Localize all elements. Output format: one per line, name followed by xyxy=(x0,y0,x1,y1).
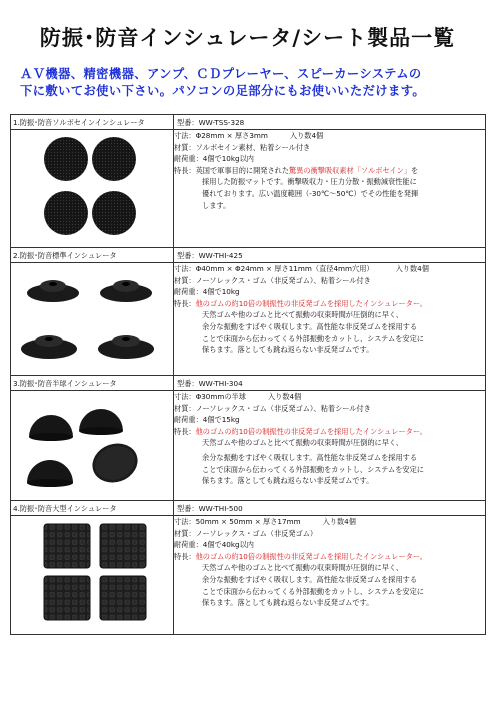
insulator-shape xyxy=(21,335,77,359)
sorbothane-pads-image xyxy=(11,130,169,247)
spec-feature-line: 余分な振動をすばやく吸収します。高性能な非反発ゴムを採用する xyxy=(202,452,418,462)
product-specs xyxy=(174,516,486,635)
product-body-row xyxy=(11,130,486,248)
product-model: 型番：WW-THI-304 xyxy=(174,376,486,391)
rubber-block-shape xyxy=(44,576,90,620)
spec-feature-line: 余分な振動をすばやく吸収します。高性能な非反発ゴムを採用する xyxy=(202,574,418,584)
insulator-shape xyxy=(27,280,79,302)
spec-feature-suffix: を xyxy=(411,165,419,175)
product-model: 型番：WW-THI-500 xyxy=(174,501,486,516)
spec-feature-line: 優れております。広い温度範囲（-30℃～50℃）でその性能を発揮 xyxy=(202,188,419,198)
product-header-row xyxy=(11,115,486,130)
product-header-row xyxy=(11,376,486,391)
page-title: 防振･防音インシュレータ/シート製品一覧 xyxy=(39,26,456,50)
pad-shape xyxy=(92,137,136,181)
spec-feature-line: ことで床面から伝わってくる外部振動をカットし、システムを安定に xyxy=(202,464,424,474)
subtitle-line-2: 下に敷いてお使い下さい。パソコンの足部分にもお使いいただけます。 xyxy=(20,84,426,98)
spec-qty: 入り数4個 xyxy=(289,131,324,140)
spec-load: 耐荷重：4個で40kg以内 xyxy=(174,540,254,550)
spec-qty: 入り数4個 xyxy=(267,392,302,401)
page-subtitle xyxy=(20,66,480,100)
product-specs xyxy=(174,391,486,501)
spec-feature-line: 天然ゴムや他のゴムと比べて振動の収束時間が圧倒的に早く、 xyxy=(202,563,404,573)
spec-qty: 入り数4個 xyxy=(322,517,356,526)
spec-feature-prefix: 特長： xyxy=(174,298,196,308)
spec-load: 耐荷重：4個で10kg xyxy=(174,287,240,297)
spec-feature-highlight: 他のゴムの約10倍の制振性の非反発ゴムを採用したインシュレーター。 xyxy=(195,551,427,561)
subtitle-line-1: ＡＶ機器、精密機器、アンプ、ＣＤプレーヤー、スピーカーシステムの xyxy=(20,67,422,81)
product-image xyxy=(11,391,174,501)
pad-shape xyxy=(44,191,88,235)
spec-load: 耐荷重：4個で15kg xyxy=(174,415,240,425)
spec-qty: 入り数4個 xyxy=(395,264,429,273)
product-model: 型番：WW-THI-425 xyxy=(174,248,486,263)
spec-size: 寸法：Φ40mm × Φ24mm × 厚さ11mm（直径4mm穴用） xyxy=(174,264,374,273)
spec-size: 寸法：Φ30mmの半球 xyxy=(174,392,246,401)
spec-feature-prefix: 特長： xyxy=(174,551,196,561)
product-image xyxy=(11,263,174,376)
spec-feature-line: 余分な振動をすばやく吸収します。高性能な非反発ゴムを採用する xyxy=(202,321,418,331)
insulator-shape xyxy=(100,280,152,302)
hemisphere-flat-side-shape xyxy=(87,437,143,488)
product-name: 2.防振･防音標準インシュレータ xyxy=(11,248,174,263)
spec-size: 寸法：50mm × 50mm × 厚さ17mm xyxy=(174,517,301,526)
spec-feature-line: 保ちます。落としても跳ね返らない非反発ゴムです。 xyxy=(202,345,374,355)
rubber-block-shape xyxy=(44,524,90,568)
spec-feature-prefix: 特長： xyxy=(174,426,196,436)
spec-load: 耐荷重：4個で10kg以内 xyxy=(174,154,254,164)
pad-shape xyxy=(44,137,88,181)
product-name: 1.防振･防音ソルボセインインシュレータ xyxy=(11,115,174,130)
product-table xyxy=(10,114,486,635)
insulator-shape xyxy=(98,335,154,359)
spec-material: 材質：ノーソレックス・ゴム（非反発ゴム）、粘着シール付き xyxy=(174,275,371,285)
hemisphere-insulators-image xyxy=(11,391,169,500)
product-body-row xyxy=(11,516,486,635)
spec-feature-line: 天然ゴムや他のゴムと比べて振動の収束時間が圧倒的に早く、 xyxy=(202,438,404,448)
spec-material: 材質：ノーソレックス・ゴム（非反発ゴム） xyxy=(174,528,318,538)
product-name: 4.防振･防音大型インシュレータ xyxy=(11,501,174,516)
product-body-row xyxy=(11,263,486,376)
spec-feature-line: 天然ゴムや他のゴムと比べて振動の収束時間が圧倒的に早く、 xyxy=(202,310,404,320)
pad-shape xyxy=(92,191,136,235)
large-insulators-image xyxy=(11,516,169,634)
product-image xyxy=(11,130,174,248)
product-model: 型番：WW-TSS-328 xyxy=(174,115,486,130)
spec-feature-highlight: 他のゴムの約10倍の制振性の非反発ゴムを採用したインシュレーター。 xyxy=(195,298,427,308)
spec-feature-line: します。 xyxy=(202,200,231,210)
product-header-row xyxy=(11,501,486,516)
spec-feature-line: ことで床面から伝わってくる外部振動をカットし、システムを安定に xyxy=(202,333,424,343)
spec-material: 材質：ノーソレックス・ゴム（非反発ゴム）、粘着シール付き xyxy=(174,403,371,413)
rubber-block-shape xyxy=(100,524,146,568)
spec-feature-highlight: 他のゴムの約10倍の制振性の非反発ゴムを採用したインシュレーター。 xyxy=(195,426,427,436)
product-specs xyxy=(174,263,486,376)
product-name: 3.防振･防音半球インシュレータ xyxy=(11,376,174,391)
spec-feature-line: 保ちます。落としても跳ね返らない非反発ゴムです。 xyxy=(202,598,374,608)
spec-feature-line: 保ちます。落としても跳ね返らない非反発ゴムです。 xyxy=(202,476,374,486)
spec-material: 材質：ソルボセイン素材、粘着シール付き xyxy=(174,142,311,152)
spec-feature-prefix: 特長：英国で軍事目的に開発された xyxy=(174,165,290,175)
spec-feature-highlight: 驚異の衝撃吸収素材「ソルボセイン」 xyxy=(289,165,411,175)
spec-feature-line: 採用した防振マットです。衝撃吸収力・圧力分散・振動減衰性能に xyxy=(202,177,417,187)
product-image xyxy=(11,516,174,635)
product-specs xyxy=(174,130,486,248)
standard-insulators-image xyxy=(11,263,169,375)
product-header-row xyxy=(11,248,486,263)
spec-feature-line: ことで床面から伝わってくる外部振動をカットし、システムを安定に xyxy=(202,586,424,596)
product-body-row xyxy=(11,391,486,501)
rubber-block-shape xyxy=(100,576,146,620)
spec-size: 寸法：Φ28mm × 厚さ3mm xyxy=(174,131,268,140)
